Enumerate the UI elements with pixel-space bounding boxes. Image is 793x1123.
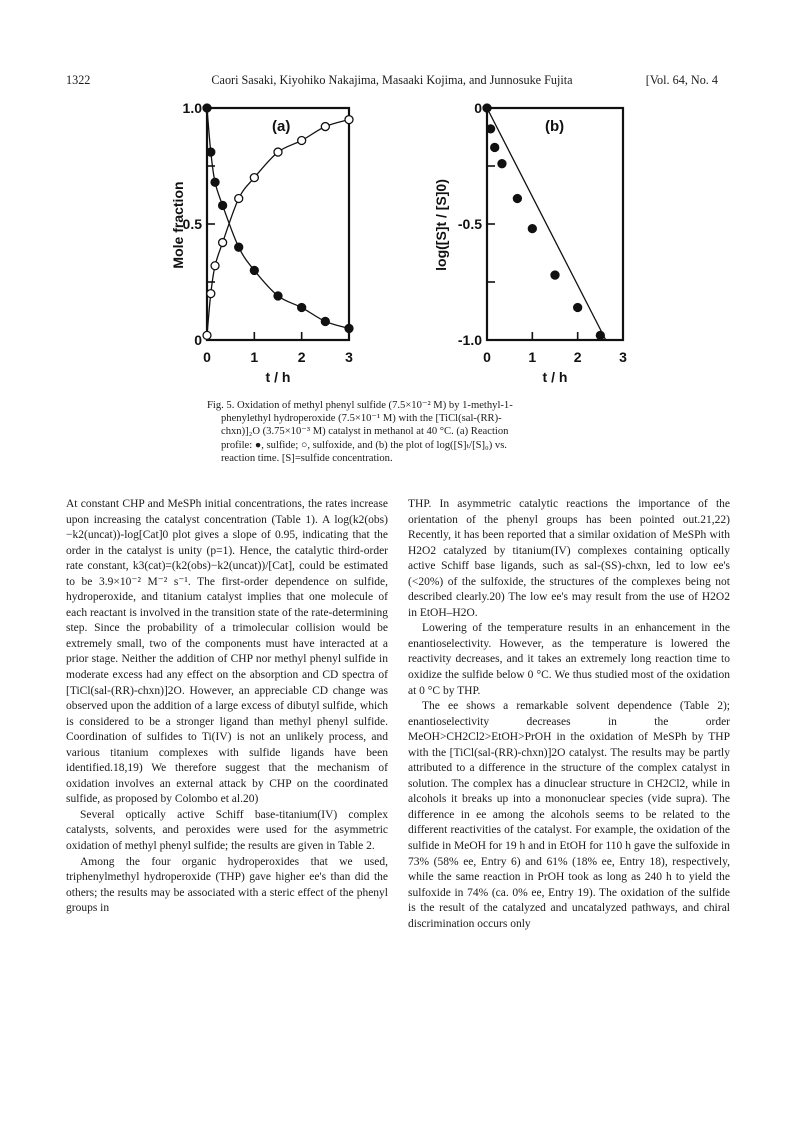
sulfoxide-point <box>298 136 306 144</box>
panel-label-b: (b) <box>545 118 565 135</box>
sulfide-point <box>513 194 521 202</box>
sulfide-point <box>207 148 215 156</box>
running-authors: Caori Sasaki, Kiyohiko Nakajima, Masaaki Kojima, and Junnosuke Fujita <box>211 73 573 87</box>
paragraph: Lowering of the temperature results in an enhancement in the enantioselectivity. However, as the temperature is lowered the reactivity decreases, and it takes an extremely long reaction time to oxidize the sulfide below 0 °C. We thus studied most of the oxidation at 0 °C by THP. <box>408 622 730 697</box>
caption-line: profile: ●, sulfide; ○, sulfoxide, and (b) the plot of log([S]ₜ/[S]₀) vs. <box>221 439 507 451</box>
sulfoxide-point <box>203 331 211 339</box>
sulfide-point <box>498 160 506 168</box>
curves-a <box>207 108 349 335</box>
y-tick-label: 0.5 <box>182 216 202 232</box>
caption-line: Fig. 5. Oxidation of methyl phenyl sulfide (7.5×10⁻² M) by 1-methyl-1- <box>207 400 513 411</box>
page-number: 1322 <box>66 73 91 87</box>
paragraph: Several optically active Schiff base-titanium(IV) complex catalysts, solvents, and peroxides were used for the asymmetric oxidation of methyl phenyl sulfide; the results are given in Table 2. <box>66 808 388 853</box>
volume-info: [Vol. 64, No. 4 <box>645 73 718 87</box>
sulfide-point <box>487 125 495 133</box>
sulfide-point <box>345 324 353 332</box>
sulfide-point <box>551 271 559 279</box>
sulfoxide-point <box>345 116 353 124</box>
sulfide-point <box>219 201 227 209</box>
panel-label-a: (a) <box>272 118 291 135</box>
sulfoxide-point <box>211 262 219 270</box>
sulfide-point <box>528 225 536 233</box>
x-tick-label: 0 <box>483 349 491 365</box>
caption-line: phenylethyl hydroperoxide (7.5×10⁻¹ M) with the [TiCl(sal-(RR)- <box>221 413 502 425</box>
paragraph: The ee shows a remarkable solvent dependence (Table 2); enantioselectivity decreases in the order MeOH>CH2Cl2>EtOH>PrOH in the oxidation of MeSPh by THP with the [TiCl(sal-(RR)-chxn)]2O catalyst. The results may be partly attributed to a difference in the structure of the complex catalyst in solution. The complex has a dinuclear structure in CH2Cl2, while in alcohols it breaks up into a mononuclear species (vide supra). The difference in ee among the alcohols seems to be related to the different reactivities of the catalyst. For example, the oxidation of the sulfide in MeOH for 19 h and in EtOH for 110 h gave the sulfoxide in 73% (58% ee, Entry 6) and 61% (18% ee, Entry 18), respectively, while the same reaction in PrOH took as long as 240 h to yield the sulfoxide in 74% (ca. 0% ee, Entry 19). The oxidation of the sulfide is the result of the catalyzed and uncatalyzed pathways, and chiral discrimination occurs only <box>408 700 730 930</box>
caption-line: chxn)]₂O (3.75×10⁻³ M) catalyst in methanol at 40 °C. (a) Reaction <box>221 426 509 438</box>
y-tick-label: -0.5 <box>457 216 482 232</box>
sulfide-point <box>274 292 282 300</box>
x-axis-label-a: t / h <box>265 369 291 385</box>
body-column-right <box>408 497 730 932</box>
sulfide-point <box>596 331 604 339</box>
sulfoxide-point <box>321 123 329 131</box>
figure-caption <box>207 399 627 465</box>
y-tick-label: 1.0 <box>182 100 202 116</box>
x-tick-label: 0 <box>203 349 211 365</box>
sulfide-point <box>491 143 499 151</box>
y-tick-label: 0 <box>194 332 202 348</box>
x-tick-label: 1 <box>250 349 259 365</box>
ticks-b <box>458 100 627 365</box>
sulfide-point <box>235 243 243 251</box>
body-column-left <box>66 497 388 917</box>
fit-line-b <box>487 108 606 340</box>
plot-frame-b <box>487 108 623 340</box>
figure-5 <box>0 0 793 400</box>
x-tick-label: 3 <box>619 349 627 365</box>
caption-line: reaction time. [S]=sulfide concentration. <box>221 452 393 464</box>
sulfoxide-point <box>274 148 282 156</box>
sulfoxide-point <box>207 290 215 298</box>
y-tick-label: 0 <box>474 100 482 116</box>
y-tick-label: -1.0 <box>457 332 482 348</box>
x-tick-label: 2 <box>573 349 582 365</box>
sulfide-point <box>321 317 329 325</box>
paragraph: At constant CHP and MeSPh initial concentrations, the rates increase upon increasing the catalyst concentration (Table 1). A log(k2(obs)−k2(uncat))-log[Cat]0 plot gives a slope of 0.95, indicating that the order in the catalyst is unity (p=1). Hence, the catalytic third-order rate constant, k3(cat)=(k2(obs)−k2(uncat))/[Cat], could be estimated to be 3.9×10⁻² M⁻² s⁻¹. The first-order dependence on sulfide, hydroperoxide, and titanium catalyst implies that one molecule of each reactant is involved in the transition state of the rate-determining step. Since the probability of a trimolecular collision would be extremely small, two of the components must have interacted at a prior stage. Neither the addition of CHP nor methyl phenyl sulfide in moderate excess had any effect on the absorption and CD spectra of [TiCl(sal-(RR)-chxn)]2O. However, an appreciable CD change was observed upon the addition of a large excess of dibutyl sulfide, which is considered to be a stronger ligand than methyl phenyl sulfide. Coordination of sulfides to Ti(IV) is not an unlikely process, and various titanium complexes with sulfide ligands have been identified.18,19) We therefore suggest that the mechanism of oxidation involves an external attack by CHP on the coordinated sulfide, as proposed by Colombo et al.20) <box>66 498 388 806</box>
sulfide-point <box>203 104 211 112</box>
x-tick-label: 3 <box>345 349 353 365</box>
data-points-a <box>203 104 353 339</box>
sulfide-point <box>250 266 258 274</box>
paragraph: Among the four organic hydroperoxides that we used, triphenylmethyl hydroperoxide (THP) gave higher ee's than did the others; the results may be associated with a steric effect of the phenyl groups in <box>66 855 388 915</box>
x-tick-label: 2 <box>297 349 306 365</box>
chart-panel-a <box>170 100 353 385</box>
data-points-b <box>483 104 604 339</box>
x-tick-label: 1 <box>528 349 537 365</box>
y-axis-label-b: log([S]t / [S]0) <box>433 179 449 271</box>
sulfide-point <box>574 304 582 312</box>
sulfoxide-point <box>235 194 243 202</box>
sulfoxide-point <box>250 174 258 182</box>
sulfoxide-point <box>219 239 227 247</box>
chart-panel-b <box>433 100 627 385</box>
paragraph: THP. In asymmetric catalytic reactions the importance of the orientation of the phenyl groups has been pointed out.21,22) Recently, it has been reported that a similar oxidation of MeSPh with H2O2 catalyzed by titanium(IV) complexes containing optically active Schiff base ligands, such as sal-(SS)-chxn, led to low ee's (<20%) of the sulfoxide, the structures of the complexes being not described clearly.20) The low ee's may result from the use of H2O2 in EtOH–H2O. <box>408 498 730 619</box>
sulfide-point <box>298 304 306 312</box>
sulfide-point <box>483 104 491 112</box>
y-axis-label-a: Mole fraction <box>170 181 186 269</box>
x-axis-label-b: t / h <box>542 369 568 385</box>
fit-line <box>487 108 606 340</box>
sulfide-point <box>211 178 219 186</box>
